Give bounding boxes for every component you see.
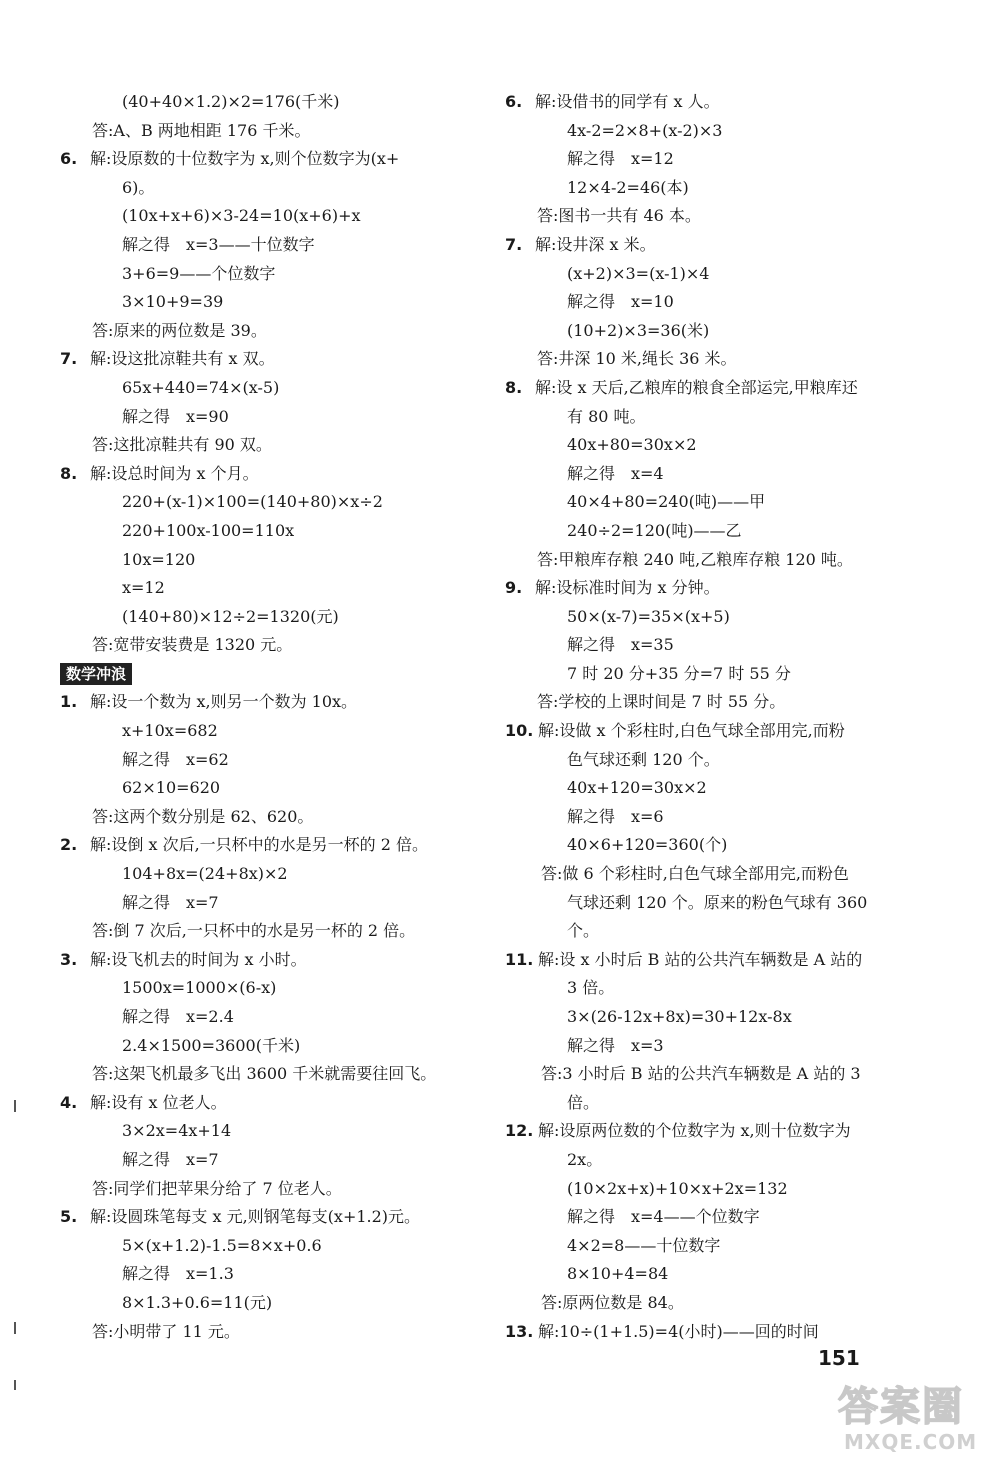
- line-text: 答:做 6 个彩柱时,白色气球全部用完,而粉色: [541, 864, 849, 884]
- line-text: 解之得 x=7: [122, 892, 219, 912]
- line-text: 个。: [567, 921, 600, 941]
- solution-line: [505, 403, 915, 432]
- solution-line: [505, 517, 915, 546]
- solution-line: [60, 1032, 480, 1061]
- solution-line: [60, 202, 480, 231]
- answer-line: [60, 117, 480, 146]
- solution-line: [505, 831, 915, 860]
- line-text: 2x。: [567, 1149, 603, 1169]
- answer-line: [505, 546, 915, 575]
- line-text: 解之得 x=3: [567, 1035, 664, 1055]
- solution-line: [60, 1289, 480, 1318]
- line-text: 答:同学们把苹果分给了 7 位老人。: [92, 1178, 342, 1198]
- solution-line: [505, 145, 915, 174]
- line-text: 40x+120=30x×2: [567, 778, 707, 798]
- question-line: [505, 1318, 915, 1347]
- line-text: 3×(26-12x+8x)=30+12x-8x: [567, 1007, 792, 1026]
- line-text: 4x-2=2×8+(x-2)×3: [567, 120, 723, 140]
- solution-line: [60, 603, 480, 632]
- line-text: 倍。: [567, 1092, 600, 1112]
- line-text: 104+8x=(24+8x)×2: [122, 864, 288, 884]
- solution-line: [60, 974, 480, 1003]
- line-text: 有 80 吨。: [567, 406, 646, 426]
- question-number: 2.: [60, 835, 78, 855]
- line-text: (10+2)×3=36(米): [567, 320, 710, 340]
- question-number: 7.: [60, 349, 78, 369]
- solution-line: [60, 860, 480, 889]
- answer-line: [60, 317, 480, 346]
- line-text: 解:设圆珠笔每支 x 元,则钢笔每支(x+1.2)元。: [90, 1207, 421, 1227]
- watermark-top-text: 答案圈: [838, 1384, 964, 1430]
- solution-line: [505, 260, 915, 289]
- question-number: 12.: [505, 1121, 534, 1141]
- solution-line: [505, 889, 915, 918]
- question-line: [505, 88, 915, 117]
- question-line: [505, 574, 915, 603]
- line-text: 3×2x=4x+14: [122, 1121, 232, 1141]
- line-text: 答:宽带安装费是 1320 元。: [92, 635, 293, 655]
- section-title: 数学冲浪: [60, 663, 132, 685]
- answer-line: [505, 860, 915, 889]
- answer-line: [60, 1175, 480, 1204]
- answer-line: [60, 631, 480, 660]
- line-text: x=12: [122, 578, 165, 598]
- line-text: 解之得 x=4: [567, 463, 664, 483]
- line-text: 解之得 x=3——十位数字: [122, 234, 315, 254]
- line-text: 240÷2=120(吨)——乙: [567, 520, 742, 540]
- answer-line: [60, 1318, 480, 1347]
- question-line: [505, 374, 915, 403]
- line-text: (10x+x+6)×3-24=10(x+6)+x: [122, 206, 361, 226]
- question-number: 6.: [60, 149, 78, 169]
- line-text: 解:设 x 天后,乙粮库的粮食全部运完,甲粮库还: [535, 377, 858, 397]
- solution-line: [505, 288, 915, 317]
- solution-line: [505, 431, 915, 460]
- solution-line: [60, 174, 480, 203]
- line-text: 解:设做 x 个彩柱时,白色气球全部用完,而粉: [538, 721, 845, 741]
- line-text: 220+100x-100=110x: [122, 520, 295, 540]
- question-number: 13.: [505, 1321, 534, 1341]
- solution-line: [60, 1146, 480, 1175]
- question-number: 8.: [505, 377, 523, 397]
- line-text: 10x=120: [122, 549, 196, 569]
- question-line: [60, 1203, 480, 1232]
- question-number: 8.: [60, 463, 78, 483]
- line-text: 解:设倒 x 次后,一只杯中的水是另一杯的 2 倍。: [90, 835, 429, 855]
- solution-line: [505, 1146, 915, 1175]
- line-text: 解之得 x=1.3: [122, 1264, 234, 1284]
- line-text: 解之得 x=7: [122, 1149, 219, 1169]
- solution-line: [60, 746, 480, 775]
- solution-line: [505, 174, 915, 203]
- page-number: 151: [818, 1346, 860, 1370]
- question-line: [60, 460, 480, 489]
- line-text: 解之得 x=62: [122, 749, 229, 769]
- line-text: 解:设有 x 位老人。: [90, 1092, 227, 1112]
- line-text: 答:倒 7 次后,一只杯中的水是另一杯的 2 倍。: [92, 921, 416, 941]
- line-text: 答:这批凉鞋共有 90 双。: [92, 435, 272, 455]
- line-text: 色气球还剩 120 个。: [567, 749, 720, 769]
- solution-line: [505, 1260, 915, 1289]
- line-text: 3+6=9——个位数字: [122, 263, 276, 283]
- answer-line: [60, 803, 480, 832]
- solution-line: [505, 117, 915, 146]
- line-text: 答:3 小时后 B 站的公共汽车辆数是 A 站的 3: [541, 1064, 861, 1084]
- solution-line: [505, 774, 915, 803]
- line-text: 40×6+120=360(个): [567, 835, 728, 855]
- line-text: 解之得 x=4——个位数字: [567, 1207, 760, 1227]
- question-number: 6.: [505, 92, 523, 111]
- answer-line: [60, 431, 480, 460]
- solution-line: [505, 746, 915, 775]
- line-text: 答:这两个数分别是 62、620。: [92, 806, 314, 826]
- answer-line: [505, 1060, 915, 1089]
- solution-line: [60, 1260, 480, 1289]
- solution-line: [505, 603, 915, 632]
- line-text: 解:设井深 x 米。: [535, 234, 656, 254]
- solution-line: [60, 488, 480, 517]
- solution-line: [60, 288, 480, 317]
- line-text: 答:图书一共有 46 本。: [537, 206, 701, 226]
- line-text: 50×(x-7)=35×(x+5): [567, 606, 730, 626]
- line-text: 解:设标准时间为 x 分钟。: [535, 578, 720, 598]
- question-number: 4.: [60, 1092, 78, 1112]
- line-text: (140+80)×12÷2=1320(元): [122, 606, 339, 626]
- line-text: (40+40×1.2)×2=176(千米): [122, 92, 340, 111]
- question-line: [505, 717, 915, 746]
- solution-line: [505, 1203, 915, 1232]
- solution-line: [60, 517, 480, 546]
- solution-line: [60, 774, 480, 803]
- line-text: 解之得 x=12: [567, 149, 674, 169]
- solution-line: [60, 260, 480, 289]
- question-line: [505, 1117, 915, 1146]
- solution-line: [60, 889, 480, 918]
- line-text: 8×10+4=84: [567, 1264, 669, 1284]
- line-text: x+10x=682: [122, 721, 218, 741]
- solution-line: [505, 1089, 915, 1118]
- answer-line: [505, 202, 915, 231]
- binding-mark: [14, 1322, 16, 1334]
- line-text: 2.4×1500=3600(千米): [122, 1035, 301, 1055]
- question-line: [505, 946, 915, 975]
- solution-line: [60, 1232, 480, 1261]
- line-text: 解:设借书的同学有 x 人。: [535, 92, 720, 111]
- solution-line: [60, 574, 480, 603]
- question-line: [60, 831, 480, 860]
- line-text: 3×10+9=39: [122, 292, 224, 312]
- question-line: [60, 1089, 480, 1118]
- line-text: 答:原两位数是 84。: [541, 1292, 684, 1312]
- line-text: 5×(x+1.2)-1.5=8×x+0.6: [122, 1235, 322, 1255]
- question-line: [60, 145, 480, 174]
- solution-line: [60, 88, 480, 117]
- line-text: 1500x=1000×(6-x): [122, 978, 277, 998]
- line-text: 答:原来的两位数是 39。: [92, 320, 267, 340]
- solution-line: [505, 917, 915, 946]
- question-line: [60, 946, 480, 975]
- line-text: 解:设这批凉鞋共有 x 双。: [90, 349, 275, 369]
- left-column: [60, 88, 480, 1346]
- line-text: 解:设 x 小时后 B 站的公共汽车辆数是 A 站的: [538, 949, 863, 969]
- line-text: 解之得 x=35: [567, 635, 674, 655]
- question-number: 9.: [505, 578, 523, 598]
- answer-line: [505, 1289, 915, 1318]
- solution-line: [60, 374, 480, 403]
- solution-line: [505, 317, 915, 346]
- solution-line: [60, 546, 480, 575]
- binding-mark: [14, 1380, 16, 1390]
- solution-line: [505, 660, 915, 689]
- line-text: 答:A、B 两地相距 176 千米。: [92, 120, 311, 140]
- section-heading: [60, 660, 480, 689]
- line-text: 答:井深 10 米,绳长 36 米。: [537, 349, 737, 369]
- question-line: [60, 688, 480, 717]
- line-text: 解之得 x=2.4: [122, 1007, 234, 1026]
- answer-line: [505, 688, 915, 717]
- question-number: 3.: [60, 949, 78, 969]
- solution-line: [505, 1232, 915, 1261]
- line-text: 6)。: [122, 177, 155, 197]
- line-text: 40×4+80=240(吨)——甲: [567, 492, 766, 512]
- line-text: 答:这架飞机最多飞出 3600 千米就需要往回飞。: [92, 1064, 437, 1084]
- solution-line: [60, 1117, 480, 1146]
- line-text: 气球还剩 120 个。原来的粉色气球有 360: [567, 892, 868, 912]
- question-line: [505, 231, 915, 260]
- line-text: 解:设总时间为 x 个月。: [90, 463, 259, 483]
- solution-line: [505, 1175, 915, 1204]
- question-number: 1.: [60, 692, 78, 712]
- question-number: 11.: [505, 949, 534, 969]
- line-text: 解:设原两位数的个位数字为 x,则十位数字为: [538, 1121, 851, 1141]
- right-column: [505, 88, 915, 1346]
- line-text: 65x+440=74×(x-5): [122, 377, 280, 397]
- line-text: (10×2x+x)+10×x+2x=132: [567, 1178, 788, 1198]
- line-text: 答:甲粮库存粮 240 吨,乙粮库存粮 120 吨。: [537, 549, 853, 569]
- line-text: 解:设一个数为 x,则另一个数为 10x。: [90, 692, 358, 712]
- solution-line: [60, 403, 480, 432]
- line-text: 4×2=8——十位数字: [567, 1235, 721, 1255]
- watermark-bottom-text: MXQE.COM: [844, 1430, 978, 1454]
- line-text: 解:设原数的十位数字为 x,则个位数字为(x+: [90, 149, 400, 169]
- solution-line: [60, 1003, 480, 1032]
- binding-mark: [14, 1100, 16, 1112]
- line-text: (x+2)×3=(x-1)×4: [567, 263, 710, 283]
- line-text: 解之得 x=10: [567, 292, 674, 312]
- line-text: 8×1.3+0.6=11(元): [122, 1292, 273, 1312]
- solution-line: [505, 974, 915, 1003]
- solution-line: [505, 1003, 915, 1032]
- line-text: 62×10=620: [122, 778, 221, 798]
- line-text: 答:学校的上课时间是 7 时 55 分。: [537, 692, 786, 712]
- line-text: 3 倍。: [567, 978, 615, 998]
- answer-line: [60, 1060, 480, 1089]
- line-text: 解:10÷(1+1.5)=4(小时)——回的时间: [538, 1321, 819, 1341]
- solution-line: [505, 631, 915, 660]
- question-number: 10.: [505, 721, 534, 741]
- answer-line: [60, 917, 480, 946]
- watermark-logo: [838, 1384, 988, 1468]
- line-text: 12×4-2=46(本): [567, 177, 689, 197]
- solution-line: [505, 460, 915, 489]
- line-text: 7 时 20 分+35 分=7 时 55 分: [567, 663, 791, 683]
- answer-line: [505, 345, 915, 374]
- question-number: 5.: [60, 1207, 78, 1227]
- line-text: 220+(x-1)×100=(140+80)×x÷2: [122, 492, 383, 512]
- question-line: [60, 345, 480, 374]
- line-text: 答:小明带了 11 元。: [92, 1321, 240, 1341]
- line-text: 40x+80=30x×2: [567, 435, 697, 455]
- solution-line: [505, 803, 915, 832]
- solution-line: [60, 231, 480, 260]
- solution-line: [505, 488, 915, 517]
- solution-line: [505, 1032, 915, 1061]
- line-text: 解之得 x=90: [122, 406, 229, 426]
- line-text: 解:设飞机去的时间为 x 小时。: [90, 949, 307, 969]
- solution-line: [60, 717, 480, 746]
- line-text: 解之得 x=6: [567, 806, 664, 826]
- question-number: 7.: [505, 234, 523, 254]
